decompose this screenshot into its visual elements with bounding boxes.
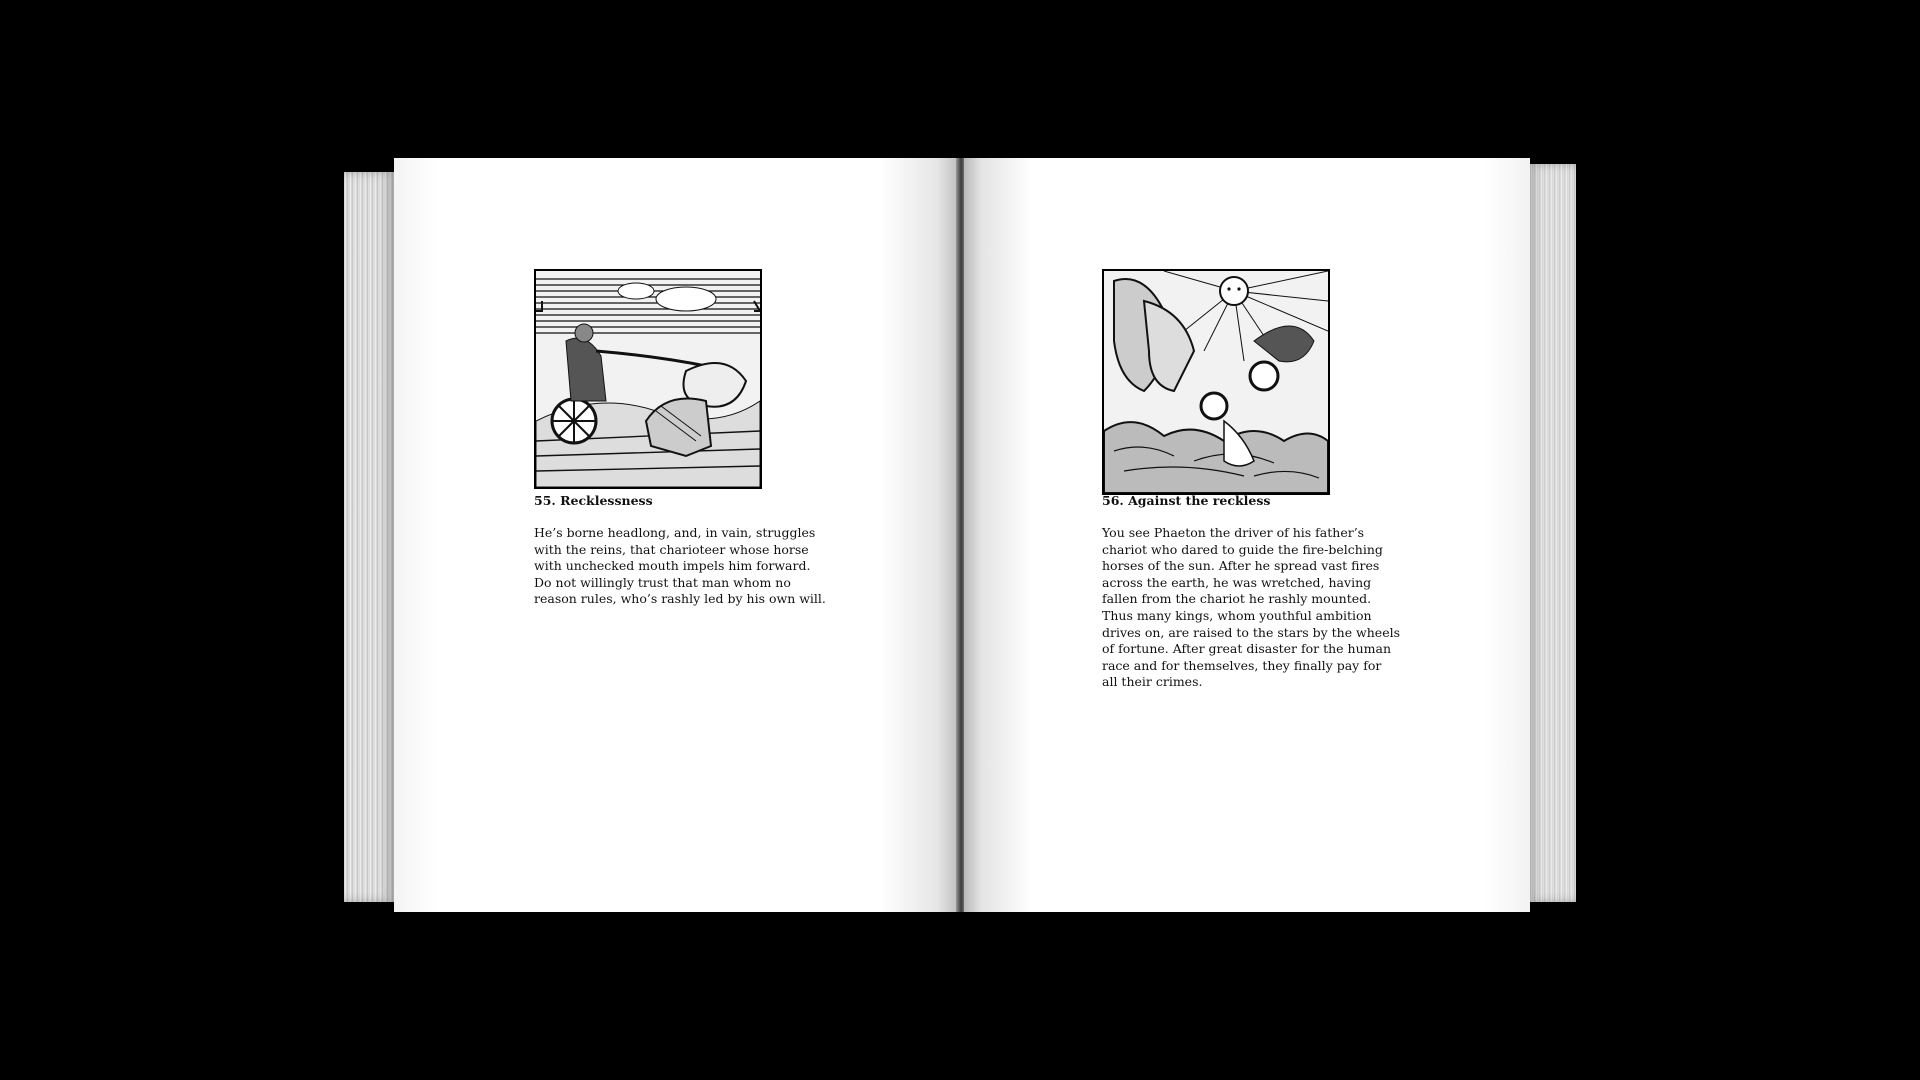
- text-line: reason rules, who’s rashly led by his own will.: [534, 591, 826, 607]
- text-line: fallen from the chariot he rashly mounted.: [1102, 591, 1372, 607]
- text-line: with the reins, that charioteer whose horse: [534, 541, 809, 557]
- text-line: He’s borne headlong, and, in vain, struggles: [534, 525, 816, 540]
- left-page: [394, 158, 960, 912]
- text-line: drives on, are raised to the stars by the wheels: [1102, 624, 1401, 640]
- text-line: Do not willingly trust that man whom no: [534, 574, 791, 590]
- page-edges-right: [1528, 164, 1576, 902]
- chariot-woodcut-icon: [534, 269, 762, 489]
- page-edges-left: [344, 172, 394, 902]
- text-line: with unchecked mouth impels him forward.: [534, 558, 811, 574]
- text-line: horses of the sun. After he spread vast fires: [1102, 558, 1380, 574]
- open-book: [344, 158, 1576, 912]
- text-line: chariot who dared to guide the fire-belching: [1102, 541, 1383, 557]
- emblem-title: 55. Recklessness: [534, 493, 653, 508]
- text-line: You see Phaeton the driver of his father’s: [1102, 525, 1365, 540]
- text-line: race and for themselves, they finally pay for: [1102, 657, 1382, 673]
- emblem-title: 56. Against the reckless: [1102, 493, 1271, 508]
- right-page: [964, 158, 1530, 912]
- emblem-text: [1102, 525, 1400, 691]
- text-line: all their crimes.: [1102, 674, 1203, 690]
- text-line: of fortune. After great disaster for the human: [1102, 641, 1392, 657]
- phaeton-woodcut-icon: [1102, 269, 1330, 495]
- emblem-text: [534, 525, 826, 608]
- text-line: Thus many kings, whom youthful ambition: [1102, 607, 1372, 623]
- text-line: across the earth, he was wretched, having: [1102, 574, 1372, 590]
